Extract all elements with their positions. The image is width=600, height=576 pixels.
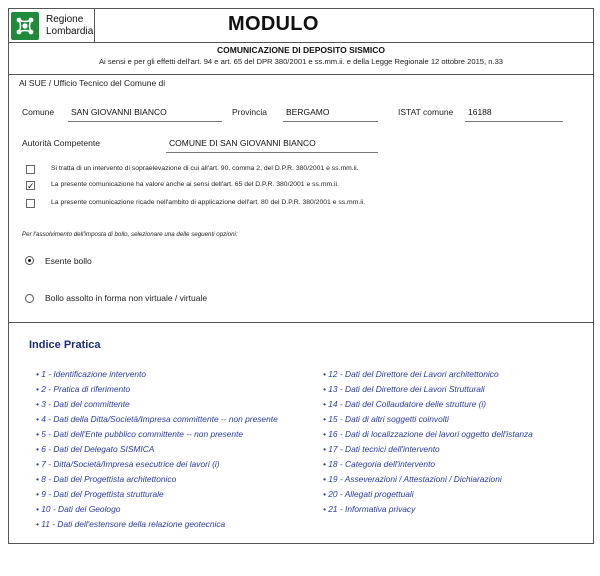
index-link[interactable]: • 6 - Dati del Delegato SISMICA (36, 444, 155, 454)
bollo-assolto-label: Bollo assolto in forma non virtuale / virtuale (45, 293, 208, 303)
provincia-underline (283, 121, 378, 122)
header-divider (8, 42, 594, 43)
index-link[interactable]: • 5 - Dati dell'Ente pubblico committente -- non presente (36, 429, 244, 439)
index-link[interactable]: • 11 - Dati dell'estensore della relazione geotecnica (36, 519, 226, 529)
index-link[interactable]: • 15 - Dati di altri soggetti coinvolti (323, 414, 449, 424)
index-link[interactable]: • 13 - Dati del Direttore dei Lavori Strutturali (323, 384, 485, 394)
sopraelevazione-checkbox[interactable] (26, 165, 35, 174)
istat-underline (465, 121, 563, 122)
index-link[interactable]: • 2 - Pratica di riferimento (36, 384, 131, 394)
istat-field[interactable]: 16188 (468, 107, 492, 117)
art80-label: La presente comunicazione ricade nell'ambito di applicazione dell'art. 80 del D.P.R. 380/2001 e ss.mm.ii. (51, 199, 366, 206)
sopraelevazione-label: Si tratta di un intervento di sopraelevazione di cui all'art. 90, comma 2, del D.P.R. 380/2001 e ss.mm.ii. (51, 165, 359, 172)
page-title: MODULO (228, 13, 319, 35)
autorita-underline (166, 152, 378, 153)
comune-label: Comune (22, 107, 55, 117)
index-link[interactable]: • 16 - Dati di localizzazione dei lavori oggetto dell'istanza (323, 429, 533, 439)
legal-note: Ai sensi e per gli effetti dell'art. 94 e art. 65 del DPR 380/2001 e ss.mm.ii. e della Legge Regionale 12 ottobre 2015, n.33 (98, 57, 504, 66)
index-title: Indice Pratica (29, 339, 101, 351)
rosa-camuna-icon (11, 12, 39, 40)
index-link[interactable]: • 12 - Dati del Direttore dei Lavori architettonico (323, 369, 499, 379)
index-link[interactable]: • 19 - Asseverazioni / Attestazioni / Dichiarazioni (323, 474, 502, 484)
index-link[interactable]: • 18 - Categoria dell'intervento (323, 459, 436, 469)
region-line2: Lombardia (46, 26, 94, 37)
form-subtitle: COMUNICAZIONE DI DEPOSITO SISMICO (217, 45, 385, 55)
istat-label: ISTAT comune (398, 107, 454, 117)
bollo-note: Per l'assolvimento dell'imposta di bollo, selezionare una delle seguenti opzioni: (22, 231, 238, 238)
bollo-assolto-radio[interactable] (25, 294, 34, 303)
provincia-field[interactable]: BERGAMO (286, 107, 330, 117)
comune-underline (68, 121, 222, 122)
comune-field[interactable]: SAN GIOVANNI BIANCO (71, 107, 167, 117)
provincia-label: Provincia (232, 107, 267, 117)
index-link[interactable]: • 10 - Dati del Geologo (36, 504, 121, 514)
subtitle-divider (8, 74, 594, 75)
section-divider (8, 322, 594, 323)
index-link[interactable]: • 17 - Dati tecnici dell'intervento (323, 444, 440, 454)
recipient-label: Al SUE / Ufficio Tecnico del Comune di (19, 78, 166, 88)
esente-bollo-label: Esente bollo (45, 256, 92, 266)
index-link[interactable]: • 20 - Allegati progettuali (323, 489, 414, 499)
esente-bollo-radio[interactable] (25, 256, 34, 265)
radio-selected-dot (28, 259, 31, 262)
index-link[interactable]: • 8 - Dati del Progettista architettonico (36, 474, 177, 484)
index-link[interactable]: • 1 - Identificazione intervento (36, 369, 147, 379)
index-link[interactable]: • 9 - Dati del Progettista strutturale (36, 489, 164, 499)
index-link[interactable]: • 7 - Ditta/Società/Impresa esecutrice dei lavori (i) (36, 459, 220, 469)
index-link[interactable]: • 3 - Dati del committente (36, 399, 130, 409)
index-link[interactable]: • 14 - Dati del Collaudatore delle strutture (i) (323, 399, 487, 409)
autorita-label: Autorità Competente (22, 138, 100, 148)
art80-checkbox[interactable] (26, 199, 35, 208)
region-line1: Regione (46, 14, 84, 25)
regione-logo (11, 12, 39, 40)
header-vertical-divider (94, 8, 95, 42)
art65-checkbox[interactable]: ✓ (27, 181, 35, 191)
index-link[interactable]: • 4 - Dati della Ditta/Società/Impresa committente -- non presente (36, 414, 278, 424)
autorita-field[interactable]: COMUNE DI SAN GIOVANNI BIANCO (169, 138, 316, 148)
index-link[interactable]: • 21 - Informativa privacy (323, 504, 416, 514)
art65-label: La presente comunicazione ha valore anche ai sensi dell'art. 65 del D.P.R. 380/2001 e ss.mm.ii. (51, 181, 339, 188)
region-name (46, 14, 93, 38)
